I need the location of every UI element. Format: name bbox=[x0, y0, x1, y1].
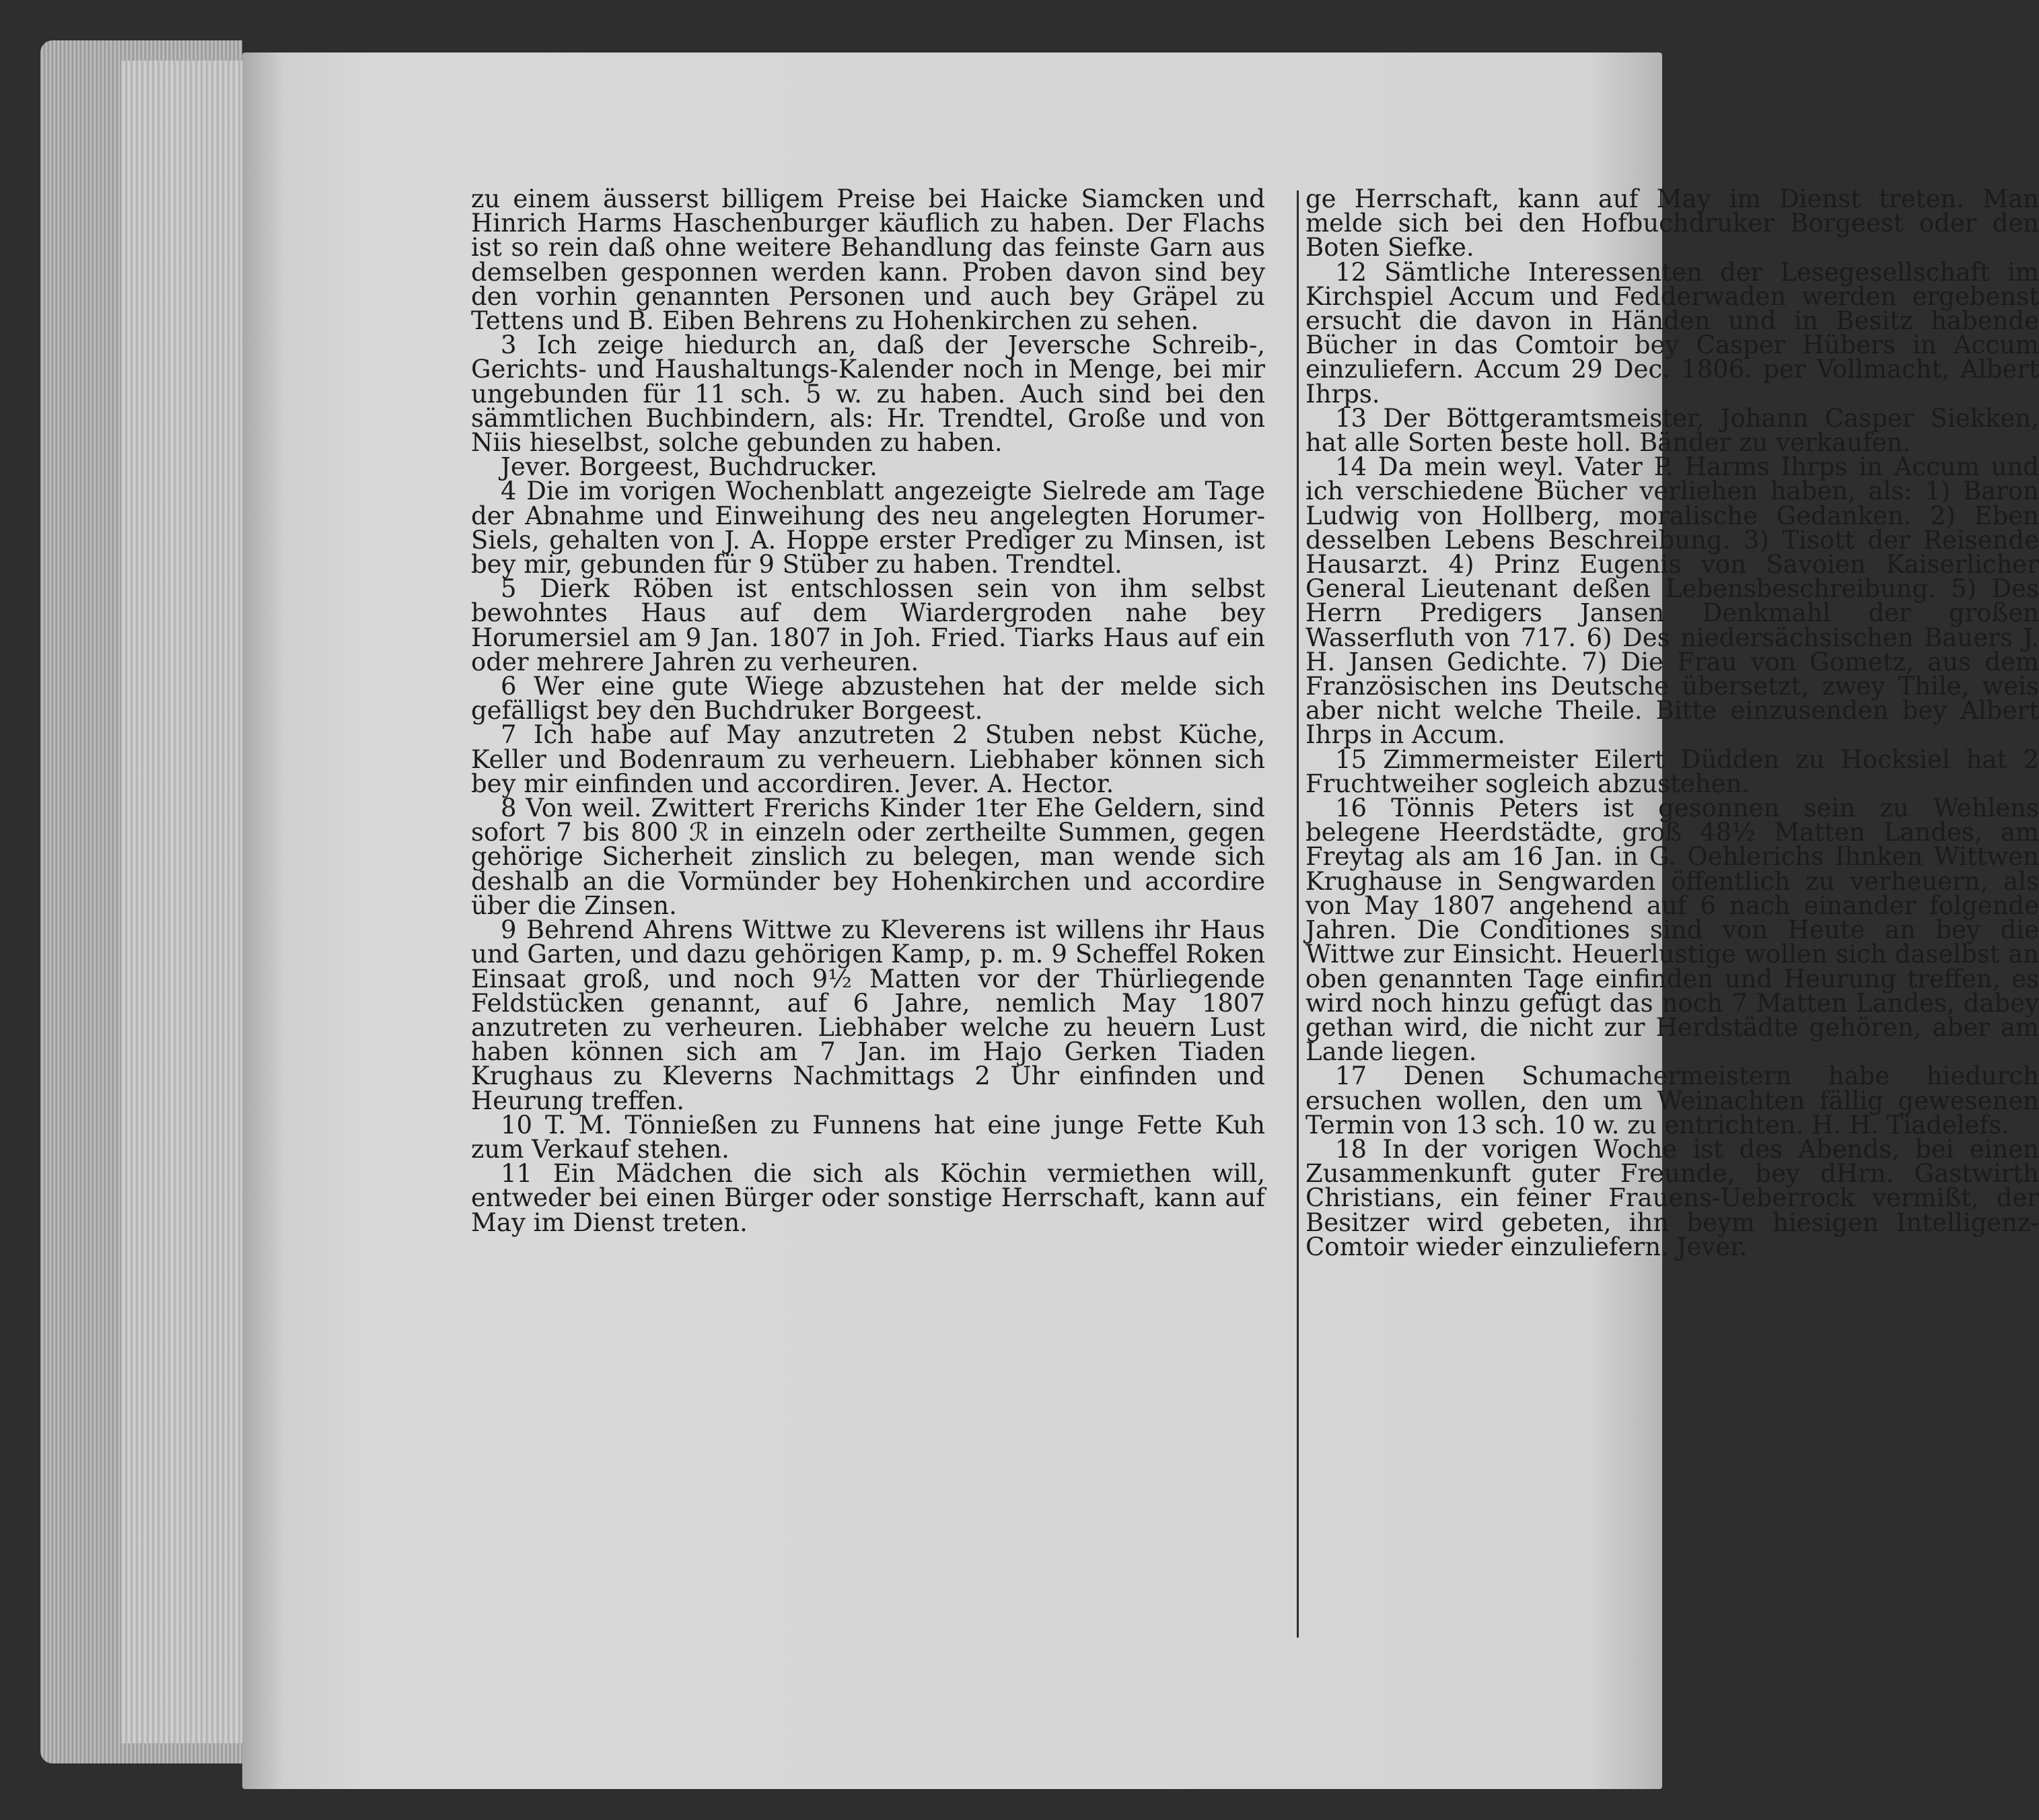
column-divider bbox=[1297, 190, 1299, 1638]
notice-14: 14 Da mein weyl. Vater P. Harms Ihrps in Accum und ich verschiedene Bücher verliehen haben, als: 1) Baron Ludwig von Hollberg, moralische Gedanken. 2) Eben desselben Lebens Beschreibung. 3) Tisott der Reisende Hausarzt. 4) Prinz Eugenis von Savoien Kaiserlicher General Lieutenant deßen Lebensbeschreibung. 5) Des Herrn Predigers Jansen Denkmahl der großen Wasserfluth von 717. 6) Des niedersächsischen Bauers J. H. Jansen Gedichte. 7) Die Frau von Gometz, aus dem Französischen ins Deutsche übersetzt, zwey Thile, weis aber nicht welche Theile. Bitte einzusenden bey Albert Ihrps in Accum. bbox=[1305, 452, 2039, 750]
notice-10: 10 T. M. Tönnießen zu Funnens hat eine junge Fette Kuh zum Verkauf stehen. bbox=[471, 1110, 1265, 1164]
newspaper-page bbox=[242, 53, 2039, 1789]
notice-3: 3 Ich zeige hiedurch an, daß der Jeversche Schreib-, Gerichts- und Haushaltungs-Kalender noch in Menge, bei mir ungebunden für 11 sch. 5 w. zu haben. Auch sind bei den sämmtlichen Buchbindern, als: Hr. Trendtel, Große und von Niis hieselbst, solche gebunden zu haben. bbox=[471, 330, 1265, 458]
notice-13: 13 Der Böttgeramtsmeister, Johann Casper Siekken, hat alle Sorten beste holl. Bänder zu verkaufen. bbox=[1305, 403, 2039, 458]
notice-7: 7 Ich habe auf May anzutreten 2 Stuben nebst Küche, Keller und Bodenraum zu verheuern. Liebhaber können sich bey mir einfinden und accordiren. Jever. A. Hector. bbox=[471, 720, 1265, 798]
notice-9: 9 Behrend Ahrens Wittwe zu Kleverens ist willens ihr Haus und Garten, und dazu gehörigen Kamp, p. m. 9 Scheffel Roken Einsaat groß, und noch 9½ Matten vor der Thürliegende Feldstücken genannt, auf 6 Jahre, nemlich May 1807 anzutreten zu verheuren. Liebhaber welche zu heuern Lust haben können sich am 7 Jan. im Hajo Gerken Tiaden Krughaus zu Kleverns Nachmittags 2 Uhr einfinden und Heurung treffen. bbox=[471, 915, 1265, 1115]
notice-3-signature: Jever. Borgeest, Buchdrucker. bbox=[501, 452, 878, 482]
right-column bbox=[1305, 184, 2039, 1261]
notice-16: 16 Tönnis Peters ist gesonnen sein zu Wehlens belegene Heerdstädte, groß 48½ Matten Landes, am Freytag als am 16 Jan. in G. Oehlerichs Ihnken Wittwen Krughause in Sengwarden öffentlich zu verheuern, als von May 1807 angehend auf 6 nach einander folgende Jahren. Die Conditiones sind von Heute an bey die Wittwe zur Einsicht. Heuerlustige wollen sich daselbst an oben genannten Tage einfinden und Heurung treffen, es wird noch hinzu gefügt das noch 7 Matten Landes, dabey gethan wird, die nicht zur Herdstädte gehören, aber am Lande liegen. bbox=[1305, 794, 2039, 1067]
notice-17: 17 Denen Schumachermeistern habe hiedurch ersuchen wollen, den um Weinachten fällig gewesenen Termin von 13 sch. 10 w. zu entrichten. H. H. Tiadelefs. bbox=[1305, 1061, 2039, 1140]
notice-6: 6 Wer eine gute Wiege abzustehen hat der melde sich gefälligst bey den Buchdruker Borgeest. bbox=[471, 672, 1265, 726]
notice-11-continuation: ge Herrschaft, kann auf May im Dienst treten. Man melde sich bei den Hofbuchdruker Borgeest oder den Boten Siefke. bbox=[1305, 184, 2039, 262]
notice-11: 11 Ein Mädchen die sich als Köchin vermiethen will, entweder bei einen Bürger oder sonstige Herrschaft, kann auf May im Dienst treten. bbox=[471, 1159, 1265, 1237]
notice-15: 15 Zimmermeister Eilert Düdden zu Hocksiel hat 2 Fruchtweiher sogleich abzustehen. bbox=[1305, 744, 2039, 798]
notice-12: 12 Sämtliche Interessenten der Lesegesellschaft im Kirchspiel Accum und Fedderwaden werden ergebenst ersucht die davon in Händen und in Besitz habende Bücher in das Comtoir bey Casper Hübers in Accum einzuliefern. Accum 29 Dec. 1806. per Vollmacht, Albert Ihrps. bbox=[1305, 257, 2039, 409]
notice-continuation: zu einem äusserst billigem Preise bei Haicke Siamcken und Hinrich Harms Haschenburger käuflich zu haben. Der Flachs ist so rein daß ohne weitere Behandlung das feinste Garn aus demselben gesponnen werden kann. Proben davon sind bey den vorhin genannten Personen und auch bey Gräpel zu Tettens und B. Eiben Behrens zu Hohenkirchen zu sehen. bbox=[471, 184, 1265, 336]
notice-4: 4 Die im vorigen Wochenblatt angezeigte Sielrede am Tage der Abnahme und Einweihung des neu angelegten Horumer-Siels, gehalten von J. A. Hoppe erster Prediger zu Minsen, ist bey mir, gebunden für 9 Stüber zu haben. Trendtel. bbox=[471, 477, 1265, 580]
notice-5: 5 Dierk Röben ist entschlossen sein von ihm selbst bewohntes Haus auf dem Wiardergroden nahe bey Horumersiel am 9 Jan. 1807 in Joh. Fried. Tiarks Haus auf ein oder mehrere Jahren zu verheuren. bbox=[471, 574, 1265, 676]
notice-18: 18 In der vorigen Woche ist des Abends, bei einen Zusammenkunft guter Freunde, bey dHrn. Gastwirth Christians, ein feiner Frauens-Ueberrock vermißt, der Besitzer wird gebeten, ihn beym hiesigen Intelligenz-Comtoir wieder einzuliefern. Jever. bbox=[1305, 1134, 2039, 1261]
left-column bbox=[471, 184, 1265, 1237]
notice-8: 8 Von weil. Zwittert Frerichs Kinder 1ter Ehe Geldern, sind sofort 7 bis 800 ℛ in einzeln oder zertheilte Summen, gegen gehörige Sicherheit zinslich zu belegen, man wende sich deshalb an die Vormünder bey Hohenkirchen und accordire über die Zinsen. bbox=[471, 794, 1265, 920]
book-page-stack bbox=[121, 61, 249, 1743]
